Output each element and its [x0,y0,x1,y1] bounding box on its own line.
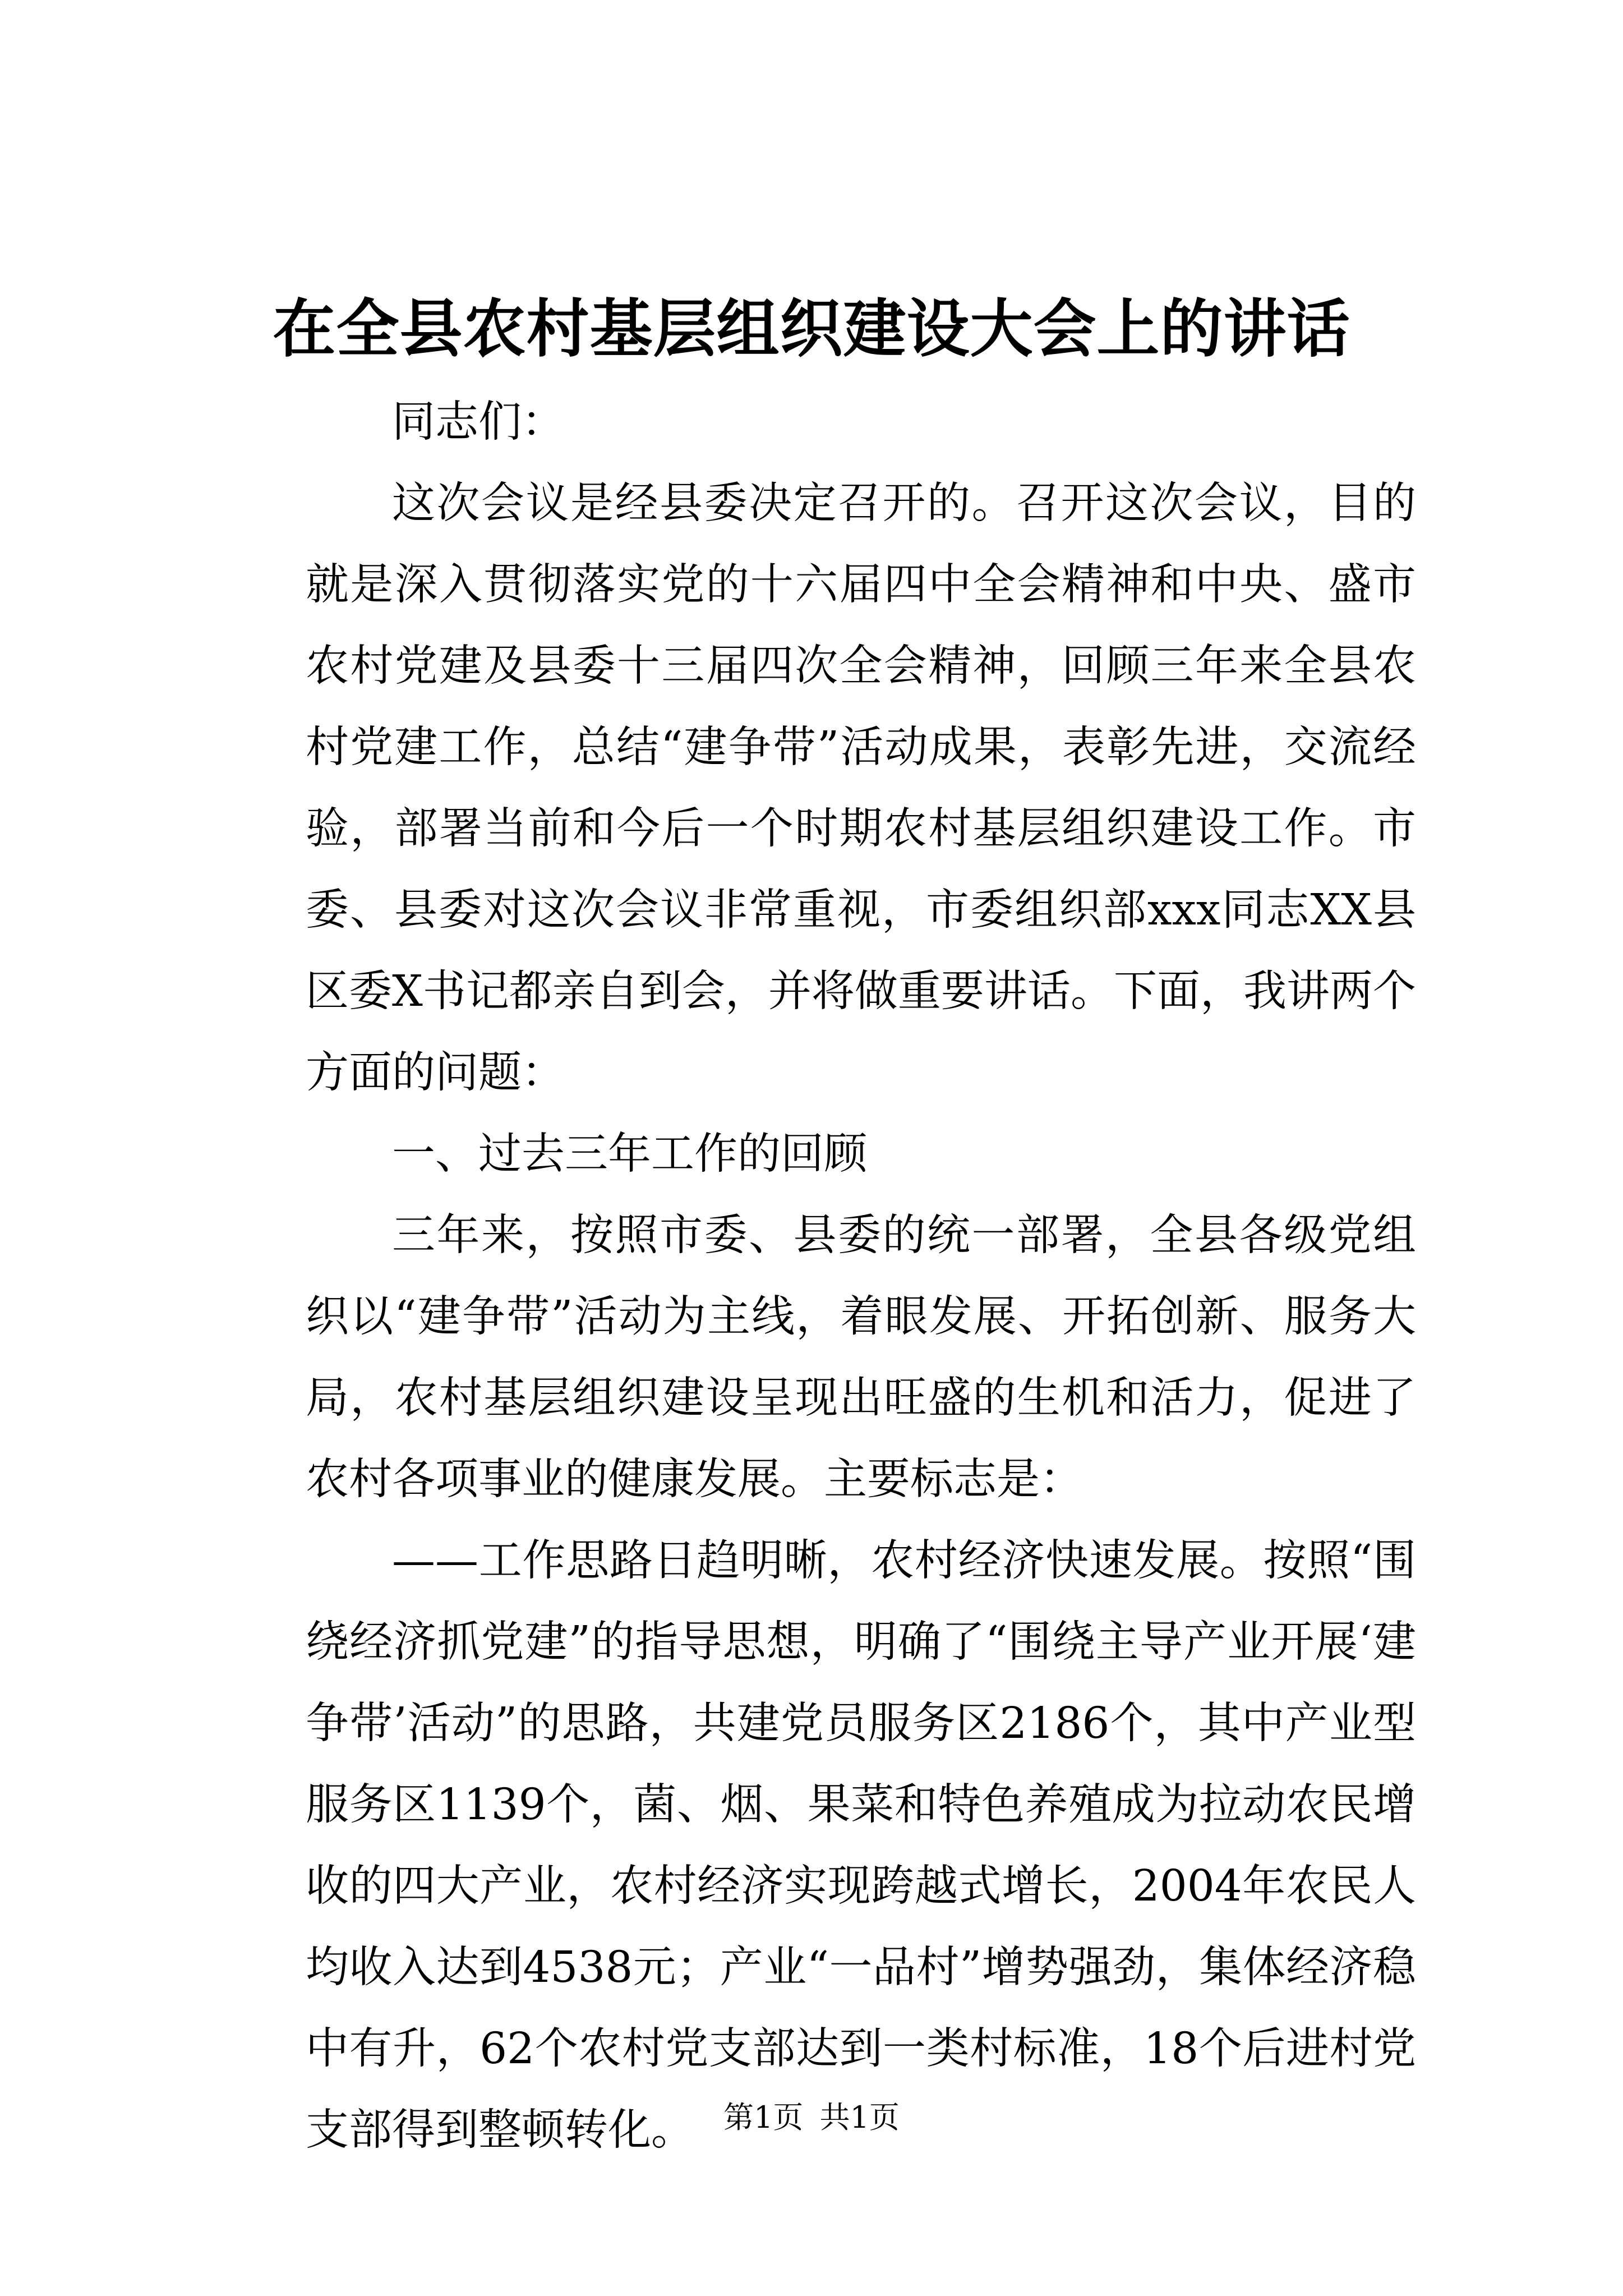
document-body [306,381,1416,2171]
paragraph-review: 三年来，按照市委、县委的统一部署，全县各级党组织以“建争带”活动为主线，着眼发展、开拓创新、服务大局，农村基层组织建设呈现出旺盛的生机和活力，促进了农村各项事业的健康发展。主要标志是： [306,1211,1416,1504]
salutation: 同志们： [392,397,565,447]
page-total: 共1页 [819,2100,900,2135]
paragraph-economy: ——工作思路日趋明晰，农村经济快速发展。按照“围绕经济抓党建”的指导思想，明确了“围绕主导产业开展‘建争带’活动”的思路，共建党员服务区2186个，其中产业型服务区1139个，菌、烟、果菜和特色养殖成为拉动农民增收的四大产业，农村经济实现跨越式增长，2004年农民人均收入达到4538元；产业“一品村”增势强劲，集体经济稳中有升，62个农村党支部达到一类村标准，18个后进村党支部得到整顿转化。 [306,1536,1416,2155]
section-heading: 一、过去三年工作的回顾 [392,1129,867,1179]
page-number: 第1页 [723,2100,804,2135]
paragraph-intro: 这次会议是经县委决定召开的。召开这次会议，目的就是深入贯彻落实党的十六届四中全会精神和中央、盛市农村党建及县委十三届四次全会精神，回顾三年来全县农村党建工作，总结“建争带”活动成果，表彰先进，交流经验，部署当前和今后一个时期农村基层组织建设工作。市委、县委对这次会议非常重视，市委组织部xxx同志XX县区委X书记都亲自到会，并将做重要讲话。下面，我讲两个方面的问题： [306,478,1416,1098]
document-title: 在全县农村基层组织建设大会上的讲话 [273,292,1350,366]
page-footer [0,2095,1623,2140]
